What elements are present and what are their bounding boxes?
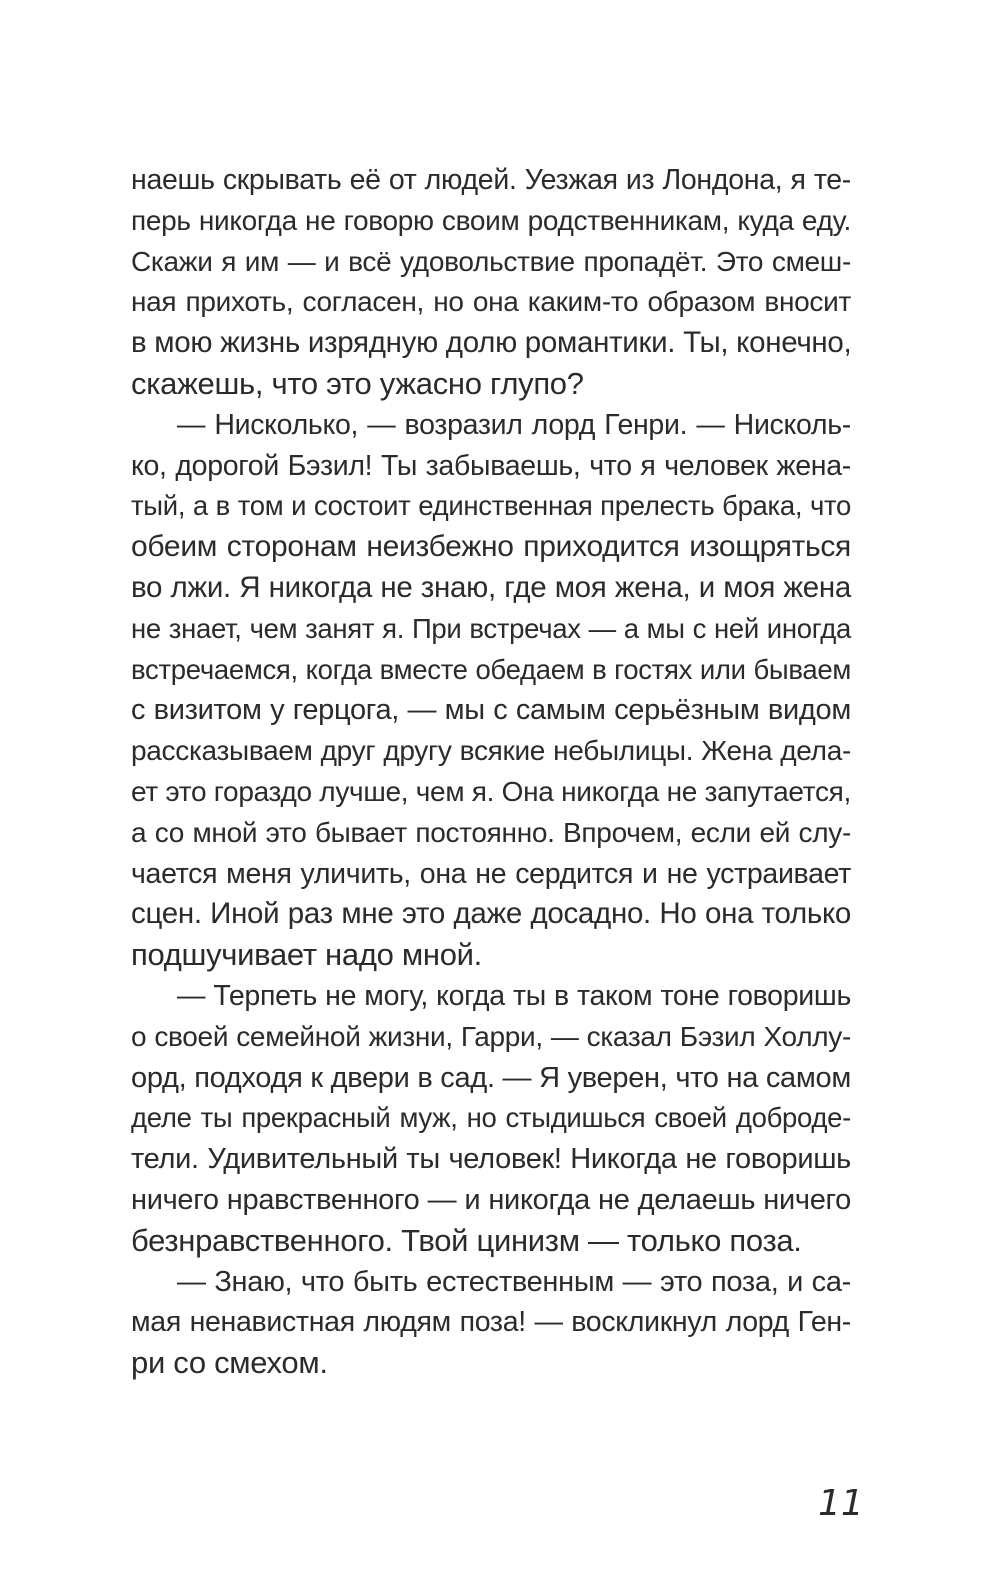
text-line: тели. Удивительный ты человек! Никогда не говоришь: [131, 1143, 851, 1176]
text-line: мая ненавистная людям поза! — воскликнул лорд Ген-: [131, 1306, 851, 1339]
text-line: чается меня уличить, она не сердится и не устраивает: [131, 857, 851, 890]
text-line: с визитом у герцога, — мы с самым серьёзным видом: [131, 694, 851, 727]
text-line: безнравственного. Твой цинизм — только поза.: [131, 1222, 802, 1258]
text-line: наешь скрывать её от людей. Уезжая из Лондона, я те-: [131, 164, 851, 196]
text-line: обеим сторонам неизбежно приходится изощряться: [131, 530, 851, 564]
text-line: во лжи. Я никогда не знаю, где моя жена, и моя жена: [131, 570, 851, 604]
text-line: встречаемся, когда вместе обедаем в гостях или бываем: [131, 653, 851, 685]
text-line: тый, а в том и состоит единственная прелесть брака, что: [131, 490, 851, 522]
text-line: а со мной это бывает постоянно. Впрочем, если ей слу-: [131, 816, 851, 848]
text-line: не знает, чем занят я. При встречах — а мы с ней иногда: [131, 612, 851, 644]
text-line: деле ты прекрасный муж, но стыдишься своей доброде-: [131, 1102, 851, 1134]
text-line: ничего нравственного — и никогда не делаешь ничего: [131, 1183, 851, 1216]
body-text: [131, 160, 851, 1384]
text-line: сцен. Иной раз мне это даже досадно. Но она только: [131, 897, 851, 931]
page-number: 11: [818, 1483, 864, 1524]
text-line: орд, подходя к двери в сад. — Я уверен, что на самом: [131, 1061, 851, 1094]
text-line: рассказываем друг другу всякие небылицы. Жена дела-: [131, 735, 851, 767]
text-line: — Знаю, что быть естественным — это поза, и са-: [177, 1265, 851, 1298]
text-line: ет это гораздо лучше, чем я. Она никогда не запутается,: [131, 775, 851, 807]
text-line: ная прихоть, согласен, но она каким-то образом вносит: [131, 286, 851, 318]
text-line: ко, дорогой Бэзил! Ты забываешь, что я человек жена-: [131, 449, 851, 482]
text-line: в мою жизнь изрядную долю романтики. Ты, конечно,: [131, 326, 852, 360]
text-line: подшучивает надо мной.: [131, 937, 482, 973]
text-line: перь никогда не говорю своим родственникам, куда еду.: [131, 204, 851, 236]
text-line: — Терпеть не могу, когда ты в таком тоне говоришь: [177, 979, 851, 1012]
text-line: о своей семейной жизни, Гарри, — сказал Бэзил Холлу-: [131, 1020, 851, 1052]
text-line: ри со смехом.: [131, 1345, 328, 1381]
text-line: — Нисколько, — возразил лорд Генри. — Нисколь-: [177, 408, 851, 441]
text-line: Скажи я им — и всё удовольствие пропадёт. Это смеш-: [131, 245, 851, 277]
text-line: скажешь, что это ужасно глупо?: [131, 365, 584, 401]
